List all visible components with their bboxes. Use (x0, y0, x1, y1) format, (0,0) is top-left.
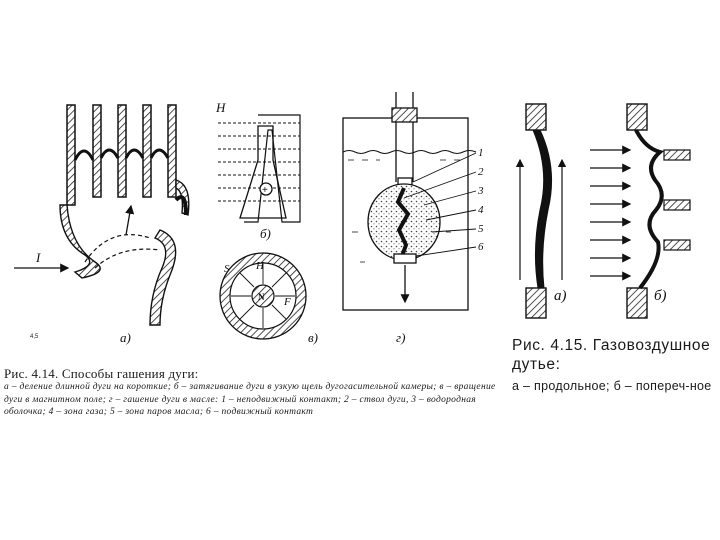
callout-6: 6 (478, 241, 484, 253)
figure-415-title: Рис. 4.15. Газовоздушное дутье: (512, 337, 711, 373)
lower-contact-a (526, 288, 546, 318)
f-label: F (284, 296, 291, 308)
diagram-415b-transverse-blast (590, 104, 690, 318)
chamber-outline (244, 115, 300, 222)
fixed-contact-strip (60, 205, 100, 278)
diagram-v-rotating-arc (220, 253, 318, 345)
callout-1: 1 (478, 147, 484, 159)
label-a: а) (120, 330, 131, 345)
arc-column-a (533, 130, 552, 288)
label-g: г) (396, 330, 406, 345)
lower-contact-b (627, 288, 647, 318)
label-v: в) (308, 330, 318, 345)
diagram-415a-longitudinal-blast (520, 104, 567, 318)
callout-4: 4 (478, 204, 484, 216)
transverse-blast-arrows (590, 150, 630, 276)
arc-chute-plates (67, 105, 176, 205)
field-label-v: H (256, 260, 264, 272)
pole-label: N (258, 292, 265, 302)
field-label-b: H (216, 100, 226, 115)
magnetic-field-arrows (218, 123, 300, 201)
arc-plus-mark: + (262, 185, 268, 196)
figure-415-description: а – продольное; б – попереч-ное (512, 379, 712, 393)
contact-rod (392, 92, 417, 186)
diagram-b-narrow-slot (215, 100, 300, 241)
figure-414-title: Рис. 4.14. Способы гашения дуги: (4, 366, 199, 381)
figure-414-description: а – деление длинной дуги на короткие; б – затягивание дуги в узкую щель дугогасительной камеры; в – вращение дуги в магнитном поле; г – гашение дуги в масле: 1 – неподвижный контакт; 2 – ствол дуги, 3 – водородная оболочка; 4 – зона газа; 5 – зона паров масла; 6 – подвижный контакт (4, 382, 496, 417)
label-b: б) (260, 226, 271, 241)
diagram-g-oil-quenching (343, 92, 484, 345)
label-415b: б) (654, 288, 667, 304)
upper-contact-b (627, 104, 647, 130)
corner-mark: 4,5 (30, 334, 39, 340)
callout-3: 3 (478, 185, 484, 197)
diagram-a-arc-splitting (14, 105, 189, 345)
current-label: I (36, 250, 41, 265)
label-415a: а) (554, 288, 567, 304)
callout-2: 2 (478, 166, 484, 178)
callout-5: 5 (478, 223, 484, 235)
moving-contact (394, 254, 416, 263)
s-label: S (224, 263, 230, 275)
splitter-fins (664, 150, 690, 250)
arc-to-horn (176, 197, 186, 215)
arc-motion-arrow (126, 206, 131, 235)
arc-column-b (636, 130, 662, 288)
upper-contact-a (526, 104, 546, 130)
